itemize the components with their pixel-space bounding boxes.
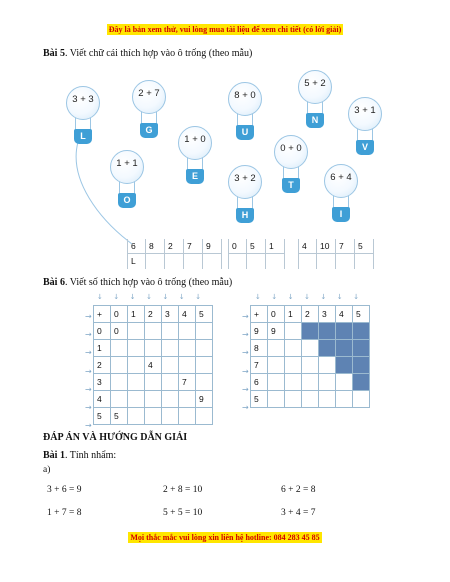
table-cell: 5 — [196, 306, 213, 323]
table-cell: + — [251, 306, 268, 323]
table-cell: 4 — [336, 306, 353, 323]
table-cell: 4 — [145, 357, 162, 374]
table-cell — [145, 408, 162, 425]
table-cell — [162, 391, 179, 408]
table-cell: 1 — [94, 340, 111, 357]
balloon-basket: L — [74, 129, 92, 144]
table-cell — [162, 340, 179, 357]
table-cell — [285, 323, 302, 340]
table-cell: 2 — [145, 306, 162, 323]
table-cell — [268, 374, 285, 391]
table-cell — [302, 340, 319, 357]
row-arrows-1: → → → → → → → — [85, 312, 92, 431]
table-cell: 5 — [353, 306, 370, 323]
table-cell — [353, 374, 370, 391]
table-cell — [111, 391, 128, 408]
table-cell — [111, 374, 128, 391]
equation: 3 + 6 = 9 — [47, 485, 82, 495]
exercise-5-heading — [43, 48, 252, 59]
hotline-banner — [0, 533, 450, 542]
table-cell — [111, 357, 128, 374]
table-cell: 1 — [128, 306, 145, 323]
exercise-1-label: Bài 1 — [43, 450, 65, 461]
balloon-h — [228, 165, 262, 227]
table-cell: 5 — [251, 391, 268, 408]
table-cell — [319, 374, 336, 391]
table-cell: 3 — [94, 374, 111, 391]
row-arrows-2: → → → → → → — [242, 312, 249, 413]
balloon-g — [132, 80, 166, 142]
answer-group-1 — [127, 239, 222, 269]
table-cell — [179, 357, 196, 374]
table-cell — [285, 357, 302, 374]
balloon-expression: 0 + 0 — [280, 143, 302, 154]
table-cell — [196, 408, 213, 425]
table-cell: 5 — [111, 408, 128, 425]
answer-cell[interactable]: 10 — [317, 239, 336, 269]
table-cell: 3 — [162, 306, 179, 323]
equation: 3 + 4 = 7 — [281, 508, 316, 518]
hotline-banner-text: Mọi thắc mắc vui lòng xin liên hệ hotline: 084 283 45 85 — [130, 533, 320, 542]
table-cell — [196, 357, 213, 374]
answer-group-2 — [228, 239, 285, 269]
table-cell — [336, 340, 353, 357]
answer-cell[interactable]: 7 — [184, 239, 203, 269]
table-cell — [336, 374, 353, 391]
table-cell — [353, 357, 370, 374]
table-cell — [196, 374, 213, 391]
balloon-expression: 1 + 0 — [184, 134, 206, 145]
table-cell — [128, 374, 145, 391]
table-cell — [128, 323, 145, 340]
table-cell — [319, 391, 336, 408]
table-cell — [268, 391, 285, 408]
answer-cell[interactable]: 5 — [355, 239, 374, 269]
table-cell — [145, 374, 162, 391]
table-cell: 2 — [302, 306, 319, 323]
column-arrows-2: ↓↓↓↓↓↓↓ — [255, 293, 370, 301]
table-cell — [285, 374, 302, 391]
table-cell — [128, 408, 145, 425]
balloon-expression: 3 + 1 — [354, 105, 376, 116]
balloon-expression: 1 + 1 — [116, 158, 138, 169]
table-cell — [162, 374, 179, 391]
answers-title: ĐÁP ÁN VÀ HƯỚNG DẪN GIẢI — [43, 432, 188, 443]
table-cell — [319, 323, 336, 340]
exercise-5-label: Bài 5 — [43, 48, 65, 59]
table-cell: 1 — [285, 306, 302, 323]
balloon-basket: T — [282, 178, 300, 193]
balloon-expression: 2 + 7 — [138, 88, 160, 99]
table-cell: 9 — [196, 391, 213, 408]
preview-banner-text: Đây là bản xem thử, vui lòng mua tài liệu để xem chi tiết (có lời giải) — [108, 25, 342, 34]
table-cell: 6 — [251, 374, 268, 391]
balloon-basket: N — [306, 113, 324, 128]
balloon-o — [110, 150, 144, 212]
table-cell — [145, 340, 162, 357]
table-cell: 5 — [94, 408, 111, 425]
table-cell: 4 — [179, 306, 196, 323]
table-cell: 4 — [94, 391, 111, 408]
table-cell — [336, 391, 353, 408]
balloon-i — [324, 164, 358, 226]
balloon-basket: G — [140, 123, 158, 138]
balloon-basket: H — [236, 208, 254, 223]
balloon-expression: 3 + 3 — [72, 94, 94, 105]
table-cell — [145, 391, 162, 408]
column-arrows-1: ↓↓↓↓↓↓↓ — [97, 293, 212, 301]
table-cell: 8 — [251, 340, 268, 357]
table-cell — [162, 357, 179, 374]
answer-cell[interactable]: 8 — [146, 239, 165, 269]
table-cell — [128, 357, 145, 374]
equation: 6 + 2 = 8 — [281, 485, 316, 495]
table-cell — [285, 391, 302, 408]
table-cell — [179, 408, 196, 425]
exercise-5-instruction: . Viết chữ cái thích hợp vào ô trống (theo mẫu) — [64, 48, 253, 59]
table-cell — [162, 323, 179, 340]
answer-cell[interactable]: 1 — [266, 239, 285, 269]
table-cell: 3 — [319, 306, 336, 323]
table-cell — [302, 357, 319, 374]
table-cell: 2 — [94, 357, 111, 374]
table-cell — [179, 391, 196, 408]
table-cell — [336, 323, 353, 340]
table-cell — [179, 323, 196, 340]
balloon-expression: 3 + 2 — [234, 173, 256, 184]
balloon-l — [66, 86, 100, 148]
table-cell — [162, 408, 179, 425]
exercise-6-heading — [43, 277, 232, 288]
answer-cell[interactable]: 4 — [298, 239, 317, 269]
table-cell: 0 — [94, 323, 111, 340]
balloon-t — [274, 135, 308, 197]
table-cell — [111, 340, 128, 357]
table-cell — [128, 391, 145, 408]
table-cell: 0 — [268, 306, 285, 323]
answer-cell[interactable]: 9 — [203, 239, 222, 269]
table-cell: + — [94, 306, 111, 323]
table-cell: 9 — [251, 323, 268, 340]
balloon-u — [228, 82, 262, 144]
table-cell — [268, 340, 285, 357]
balloon-basket: V — [356, 140, 374, 155]
balloon-v — [348, 97, 382, 159]
table-cell — [145, 323, 162, 340]
equation: 2 + 8 = 10 — [163, 485, 203, 495]
table-cell — [196, 340, 213, 357]
answer-cell[interactable]: 2 — [165, 239, 184, 269]
table-cell — [196, 323, 213, 340]
balloon-basket: U — [236, 125, 254, 140]
table-cell — [302, 391, 319, 408]
addition-table-1 — [93, 305, 213, 425]
exercise-1-heading — [43, 450, 116, 461]
answer-group-3 — [298, 239, 374, 269]
exercise-6-instruction: . Viết số thích hợp vào ô trống (theo mẫu) — [64, 277, 233, 288]
addition-table-2 — [250, 305, 370, 408]
balloon-basket: I — [332, 207, 350, 222]
table-cell: 0 — [111, 306, 128, 323]
balloon-e — [178, 126, 212, 188]
table-cell — [285, 340, 302, 357]
equation: 5 + 5 = 10 — [163, 508, 203, 518]
table-cell: 0 — [111, 323, 128, 340]
equation: 1 + 7 = 8 — [47, 508, 82, 518]
table-cell — [302, 323, 319, 340]
balloon-expression: 5 + 2 — [304, 78, 326, 89]
balloon-expression: 6 + 4 — [330, 172, 352, 183]
table-cell — [353, 391, 370, 408]
table-cell — [128, 340, 145, 357]
answer-cell[interactable]: 5 — [247, 239, 266, 269]
balloon-expression: 8 + 0 — [234, 90, 256, 101]
part-a-label: a) — [43, 465, 51, 475]
answer-cell[interactable]: 7 — [336, 239, 355, 269]
answer-cell[interactable]: 0 — [228, 239, 247, 269]
balloon-basket: O — [118, 193, 136, 208]
table-cell — [353, 340, 370, 357]
exercise-1-instruction: . Tính nhẩm: — [64, 450, 117, 461]
table-cell — [353, 323, 370, 340]
table-cell — [302, 374, 319, 391]
table-cell: 7 — [251, 357, 268, 374]
table-cell — [179, 340, 196, 357]
exercise-6-label: Bài 6 — [43, 277, 65, 288]
table-cell — [319, 357, 336, 374]
table-cell: 9 — [268, 323, 285, 340]
table-cell: 7 — [179, 374, 196, 391]
preview-banner — [0, 25, 450, 34]
table-cell — [268, 357, 285, 374]
answer-cell[interactable]: 6 L — [127, 239, 146, 269]
table-cell — [319, 340, 336, 357]
balloon-basket: E — [186, 169, 204, 184]
balloon-n — [298, 70, 332, 132]
table-cell — [336, 357, 353, 374]
